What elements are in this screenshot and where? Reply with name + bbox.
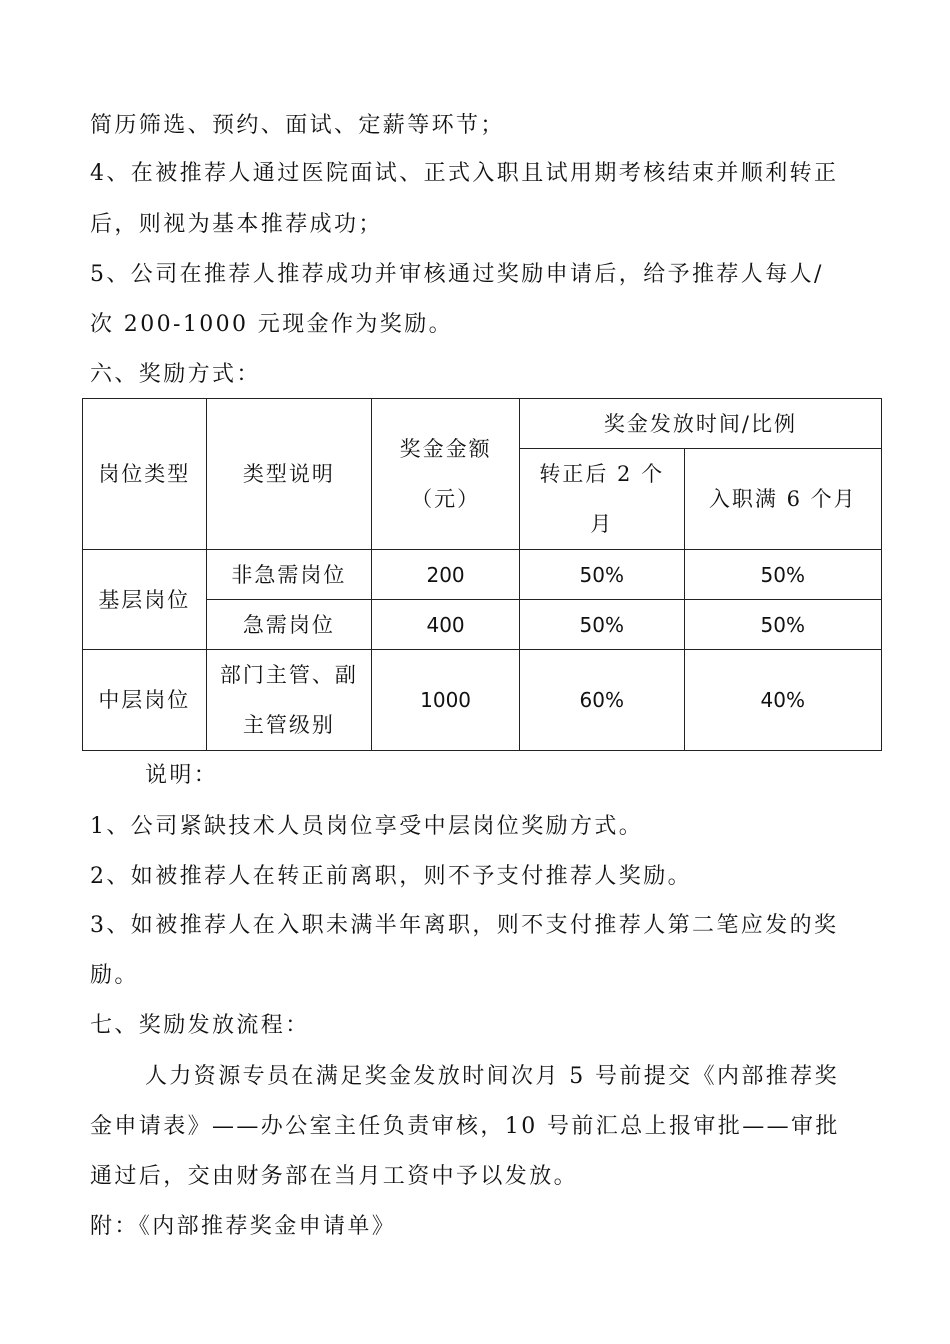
appendix-line: 附：《内部推荐奖金申请单》 bbox=[90, 1214, 397, 1239]
header-timing: 奖金发放时间/比例 bbox=[519, 399, 881, 449]
type-desc-line1: 部门主管、副 bbox=[219, 663, 358, 687]
paragraph-line: 4、在被推荐人通过医院面试、正式入职且试用期考核结束并顺利转正 bbox=[90, 161, 839, 186]
ratio-after-six-months-cell: 40% bbox=[684, 650, 881, 751]
header-after-regular-line1: 转正后 2 个 bbox=[539, 462, 665, 486]
group-middle: 中层岗位 bbox=[83, 650, 207, 751]
header-amount-line2: （元） bbox=[411, 487, 481, 511]
header-after-six-months: 入职满 6 个月 bbox=[684, 449, 881, 550]
header-after-regular-line2: 月 bbox=[590, 512, 614, 536]
group-basic: 基层岗位 bbox=[83, 550, 207, 650]
paragraph-line: 次 200-1000 元现金作为奖励。 bbox=[90, 312, 453, 337]
paragraph-line: 简历筛选、预约、面试、定薪等环节； bbox=[90, 113, 505, 138]
amount-cell: 400 bbox=[372, 600, 520, 650]
process-line: 金申请表》——办公室主任负责审核，10 号前汇总上报审批——审批 bbox=[90, 1114, 840, 1139]
ratio-after-regular-cell: 50% bbox=[519, 600, 684, 650]
note-item: 励。 bbox=[90, 963, 139, 988]
header-type-desc: 类型说明 bbox=[206, 399, 372, 550]
header-post-type: 岗位类型 bbox=[83, 399, 207, 550]
ratio-after-six-months-cell: 50% bbox=[684, 550, 881, 600]
type-desc-line2: 主管级别 bbox=[242, 713, 335, 737]
note-item: 2、如被推荐人在转正前离职，则不予支付推荐人奖励。 bbox=[90, 864, 692, 889]
type-desc-cell: 急需岗位 bbox=[206, 600, 372, 650]
header-after-regular bbox=[519, 449, 684, 550]
amount-cell: 1000 bbox=[372, 650, 520, 751]
process-line: 人力资源专员在满足奖金发放时间次月 5 号前提交《内部推荐奖 bbox=[145, 1064, 839, 1089]
paragraph-line: 5、公司在推荐人推荐成功并审核通过奖励申请后，给予推荐人每人/ bbox=[90, 262, 824, 287]
ratio-after-regular-cell: 50% bbox=[519, 550, 684, 600]
note-item: 3、如被推荐人在入职未满半年离职，则不支付推荐人第二笔应发的奖 bbox=[90, 913, 839, 938]
header-amount-line1: 奖金金额 bbox=[399, 437, 492, 461]
type-desc-cell: 非急需岗位 bbox=[206, 550, 372, 600]
type-desc-cell bbox=[206, 650, 372, 751]
amount-cell: 200 bbox=[372, 550, 520, 600]
reward-table bbox=[82, 398, 882, 751]
note-item: 1、公司紧缺技术人员岗位享受中层岗位奖励方式。 bbox=[90, 814, 644, 839]
section-heading-7: 七、奖励发放流程： bbox=[90, 1013, 310, 1038]
header-amount bbox=[372, 399, 520, 550]
ratio-after-regular-cell: 60% bbox=[519, 650, 684, 751]
paragraph-line: 后，则视为基本推荐成功； bbox=[90, 212, 383, 237]
process-line: 通过后，交由财务部在当月工资中予以发放。 bbox=[90, 1164, 579, 1189]
ratio-after-six-months-cell: 50% bbox=[684, 600, 881, 650]
notes-title: 说明： bbox=[145, 763, 219, 788]
section-heading-6: 六、奖励方式： bbox=[90, 362, 261, 387]
